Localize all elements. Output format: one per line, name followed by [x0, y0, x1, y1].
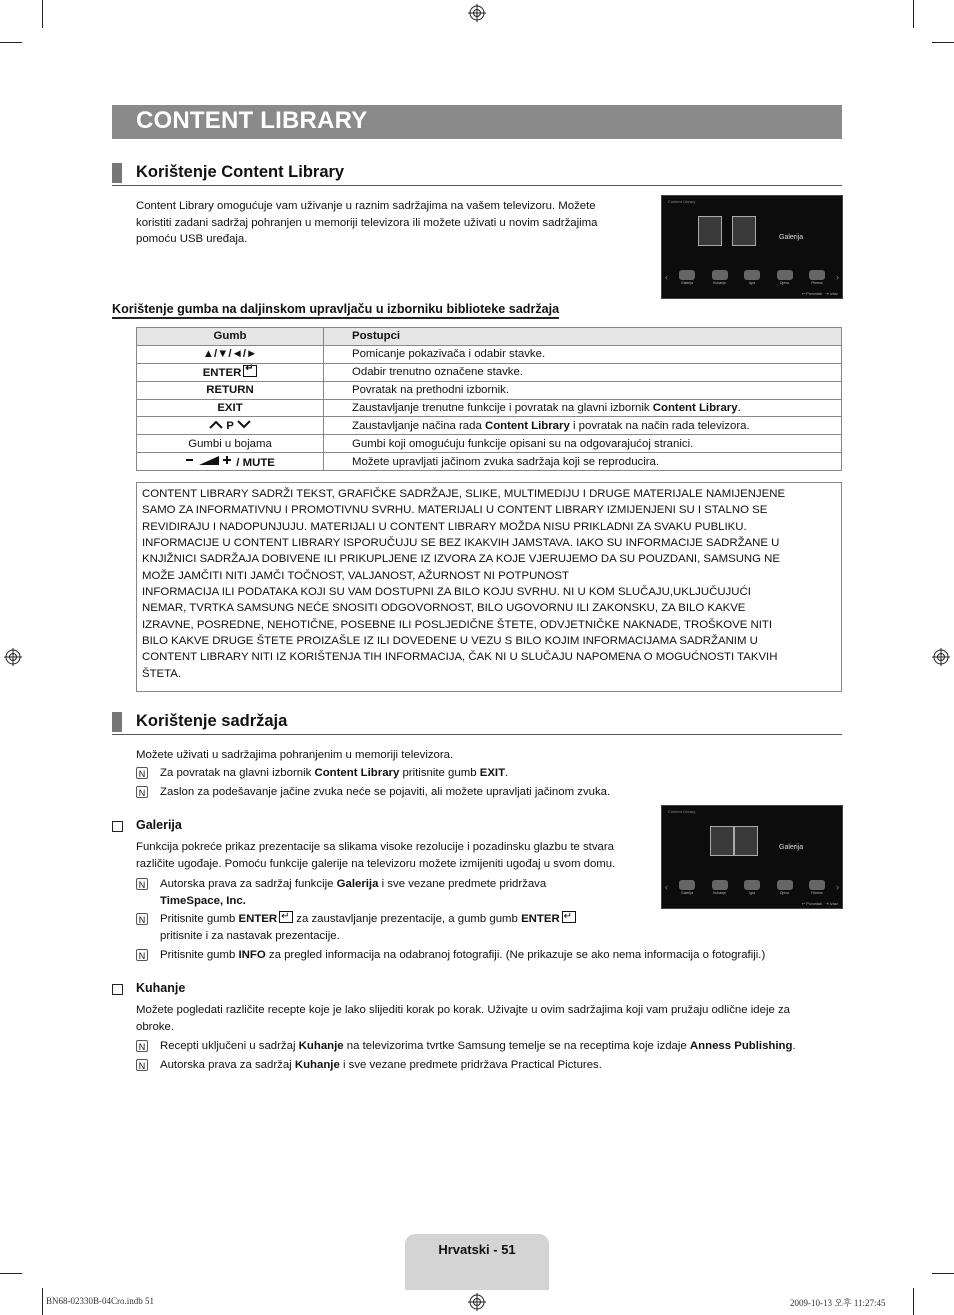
imprint-file: BN68-02330B-04Cro.indb 51	[46, 1296, 154, 1306]
text-line: različite ugođaje. Pomoću funkcije galerije na televizoru možete izmijeniti ugođaj u svom domu.	[136, 857, 616, 870]
fitness-icon: Fitness	[806, 880, 828, 895]
section-heading	[112, 712, 842, 735]
tv-icon-row	[676, 880, 828, 895]
tv-header: Content Library	[668, 199, 696, 204]
key-cell: P	[137, 417, 324, 435]
registration-mark-icon	[468, 1293, 486, 1311]
action-cell: Možete upravljati jačinom zvuka sadržaja koji se reproducira.	[324, 453, 842, 471]
chevron-down-icon	[237, 420, 251, 429]
note-item: N Pritisnite gumb ENTER↵ za zaustavljanje prezentacije, a gumb gumb ENTER↵ pritisnite i za nastavak prezentacije.	[136, 911, 656, 945]
crop-mark	[42, 1288, 43, 1315]
checkbox-bullet-icon	[112, 984, 123, 995]
action-cell: Odabir trenutno označene stavke.	[324, 363, 842, 381]
page-number-tab	[405, 1234, 549, 1290]
key-cell: ENTER↵	[137, 363, 324, 381]
note-item: N Pritisnite gumb INFO za pregled informacija na odabranoj fotografiji. (Ne prikazuje se ako nema informacija o fotografiji.)	[136, 947, 836, 964]
kids-icon: Djeca	[774, 270, 796, 285]
chevron-up-icon	[209, 420, 223, 429]
disclaimer-box	[136, 482, 842, 692]
key-cell: / MUTE	[137, 453, 324, 471]
checkbox-bullet-icon	[112, 821, 123, 832]
note-icon: N	[136, 786, 148, 798]
tv-screenshot	[661, 805, 843, 909]
table-row	[137, 435, 842, 453]
crop-mark	[0, 1273, 22, 1274]
note-item: N Za povratak na glavni izbornik Content Library pritisnite gumb EXIT.	[136, 765, 836, 782]
registration-mark-icon	[4, 648, 22, 666]
text-line: Content Library omogućuje vam uživanje u raznim sadržajima na vašem televizoru. Možete	[136, 200, 596, 212]
crop-mark	[913, 0, 914, 28]
table-header-row	[137, 328, 842, 346]
gallery-icon: Galerija	[676, 880, 698, 895]
right-arrow-icon: ›	[836, 882, 839, 892]
left-arrow-icon: ‹	[665, 882, 668, 892]
note-icon: N	[136, 913, 148, 925]
photo-thumbnail	[710, 826, 734, 856]
note-icon: N	[136, 767, 148, 779]
action-cell: Povratak na prethodni izbornik.	[324, 381, 842, 399]
section-title: Korištenje Content Library	[136, 163, 345, 181]
photo-thumbnail	[698, 216, 722, 246]
table-row	[137, 417, 842, 435]
registration-mark-icon	[468, 4, 486, 22]
tv-footer: ↩ Povratak ⇥ Izlaz	[801, 901, 838, 906]
game-icon: Igra	[741, 880, 763, 895]
key-cell: RETURN	[137, 381, 324, 399]
column-header: Postupci	[324, 328, 842, 346]
note-item: N Autorska prava za sadržaj funkcije Galerija i sve vezane predmete pridržava TimeSpace, Inc.	[136, 876, 656, 910]
note-icon: N	[136, 1040, 148, 1052]
tv-screenshot	[661, 195, 843, 299]
note-item: N Recepti uključeni u sadržaj Kuhanje na televizorima tvrtke Samsung temelje se na receptima koje izdaje Anness Publishing.	[136, 1038, 846, 1055]
crop-mark	[932, 42, 954, 43]
tv-icon-row	[676, 270, 828, 285]
enter-icon	[279, 911, 293, 923]
text-line: Možete pogledati različite recepte koje je lako slijediti korak po korak. Uživajte u ovim sadržajima koji vam pružaju odlične ideje za	[136, 1004, 790, 1016]
page-number: Hrvatski - 51	[438, 1242, 516, 1257]
remote-table	[136, 327, 842, 471]
right-arrow-icon: ›	[836, 272, 839, 282]
remote-heading: Korištenje gumba na daljinskom upravljaču u izborniku biblioteke sadržaja	[112, 302, 559, 319]
cooking-icon: Kuhanje	[709, 270, 731, 285]
table-row	[137, 381, 842, 399]
game-icon: Igra	[741, 270, 763, 285]
cooking-icon: Kuhanje	[709, 880, 731, 895]
left-arrow-icon: ‹	[665, 272, 668, 282]
disclaimer-text: CONTENT LIBRARY SADRŽI TEKST, GRAFIČKE SADRŽAJE, SLIKE, MULTIMEDIJU I DRUGE MATERIJALE NAMIJENJENE SAMO ZA INFORMATIVNU I PROMOTIVNU SVRHU. MATERIJALI U CONTENT LIBRARY IZMIJENJENI SU I STALNO SE REVIDIRAJU I NADOPUNJUJU. MATERIJALI U CONTENT LIBRARY MOŽDA NISU PRIKLADNI ZA SVAKU PUBLIKU. INFORMACIJE U CONTENT LIBRARY ISPORUČUJU SE BEZ IKAKVIH JAMSTAVA. IAKO SU INFORMACIJE SADRŽANE U KNJIŽNICI SADRŽAJA DOBIVENE ILI PRIKUPLJENE IZ IZVORA ZA KOJE VJERUJEMO DA SU POUZDANI, SAMSUNG NE MOŽE JAMČITI NITI JAMČI TOČNOST, VALJANOST, AŽURNOST NI POTPUNOST INFORMACIJA ILI PODATAKA KOJI SU VAM DOSTUPNI ZA BILO KOJU SVRHU. NI U KOM SLUČAJU,UKLJUČUJUĆI NEMAR, TVRTKA SAMSUNG NEĆE SNOSITI ODGOVORNOST, BILO UGOVORNU ILI ZAKONSKU, ZA BILO KAKVE IZRAVNE, POSREDNE, NEHOTIČNE, POSEBNE ILI POSLJEDIČNE ŠTETE, ODVJETNIČKE NAKNADE, TROŠKOVE NITI BILO KAKVE DRUGE ŠTETE PROIZAŠLE IZ ILI DOVEDENE U VEZU S BILO KOJIM INFORMACIJAMA SADRŽANIM U CONTENT LIBRARY NITI IZ KORIŠTENJA TIH INFORMACIJA, ČAK NI U SLUČAJU NAPOMENA O MOGUĆNOSTI TAKVIH ŠTETA.	[142, 488, 786, 680]
key-cell: ▲/▼/◄/►	[137, 345, 324, 363]
gallery-label: Galerija	[779, 844, 804, 851]
action-cell: Pomicanje pokazivača i odabir stavke.	[324, 345, 842, 363]
page-title: CONTENT LIBRARY	[136, 107, 368, 134]
text-line: Funkcija pokreće prikaz prezentacije sa slikama visoke rezolucije i pozadinsku glazbu te stvara	[136, 841, 615, 853]
kuhanje-desc	[136, 1002, 846, 1035]
note-item: N Autorska prava za sadržaj Kuhanje i sve vezane predmete pridržava Practical Pictures.	[136, 1057, 846, 1074]
photo-thumbnail	[734, 826, 758, 856]
volume-icon	[185, 454, 233, 466]
crop-mark	[932, 1273, 954, 1274]
subheading-galerija: Galerija	[112, 818, 312, 836]
note-icon: N	[136, 1059, 148, 1071]
section-title: Korištenje sadržaja	[136, 712, 288, 730]
action-cell: Zaustavljanje trenutne funkcije i povratak na glavni izbornik Content Library.	[324, 399, 842, 417]
note-icon: N	[136, 949, 148, 961]
action-cell: Gumbi koji omogućuju funkcije opisani su na odgovarajućoj stranici.	[324, 435, 842, 453]
column-header: Gumb	[137, 328, 324, 346]
subheading-kuhanje: Kuhanje	[112, 981, 312, 999]
enter-icon	[562, 911, 576, 923]
crop-mark	[42, 0, 43, 28]
table-row	[137, 453, 842, 471]
table-row	[137, 399, 842, 417]
tv-footer: ↩ Povratak ⇥ Izlaz	[801, 291, 838, 296]
section-heading	[112, 163, 842, 186]
section-intro: Možete uživati u sadržajima pohranjenim u memoriji televizora.	[136, 749, 454, 761]
note-item: N Zaslon za podešavanje jačine zvuka neće se pojaviti, ali možete upravljati jačinom zvuka.	[136, 784, 836, 801]
key-cell: EXIT	[137, 399, 324, 417]
imprint-date: 2009-10-13 오후 11:27:45	[790, 1298, 886, 1308]
gallery-label: Galerija	[779, 234, 804, 241]
text-line: obroke.	[136, 1020, 174, 1033]
section-marker	[112, 163, 122, 183]
note-icon: N	[136, 878, 148, 890]
tv-header: Content Library	[668, 809, 696, 814]
fitness-icon: Fitness	[806, 270, 828, 285]
registration-mark-icon	[932, 648, 950, 666]
page-title-bar	[112, 105, 842, 139]
gallery-icon: Galerija	[676, 270, 698, 285]
photo-thumbnail	[732, 216, 756, 246]
section-intro	[136, 198, 646, 248]
text-line: koristiti zadani sadržaj pohranjen u memoriji televizora ili možete uživati u novim sadržajima	[136, 216, 598, 229]
table-row	[137, 345, 842, 363]
text-line: pomoću USB uređaja.	[136, 233, 248, 245]
action-cell: Zaustavljanje načina rada Content Library i povratak na način rada televizora.	[324, 417, 842, 435]
key-cell: Gumbi u bojama	[137, 435, 324, 453]
crop-mark	[913, 1288, 914, 1315]
galerija-desc	[136, 839, 656, 872]
crop-mark	[0, 42, 22, 43]
enter-icon	[243, 365, 257, 377]
section-marker	[112, 712, 122, 732]
kids-icon: Djeca	[774, 880, 796, 895]
table-row	[137, 363, 842, 381]
